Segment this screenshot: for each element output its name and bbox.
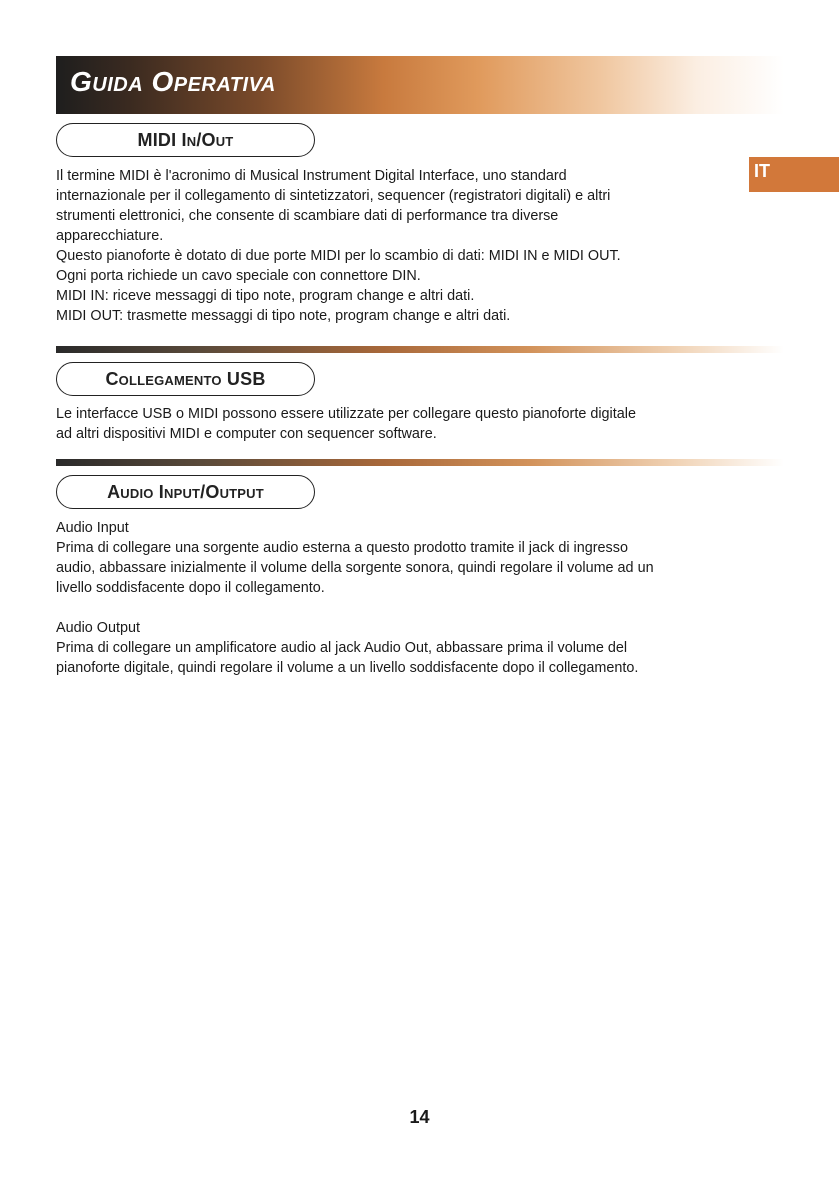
section-heading-audio [56,475,315,509]
text-line: audio, abbassare inizialmente il volume della sorgente sonora, quindi regolare il volume ad un [56,560,654,576]
language-tab [749,157,839,192]
text-line: Ogni porta richiede un cavo speciale con connettore DIN. [56,268,421,284]
section-body-midi [56,166,746,326]
text-line: MIDI OUT: trasmette messaggi di tipo note, program change e altri dati. [56,308,511,324]
section-body-audio [56,518,746,678]
text-line: Audio Output [56,620,141,636]
section-heading-usb [56,362,315,396]
section-heading-label: Audio Input/Output [107,481,264,502]
text-line: apparecchiature. [56,228,164,244]
section-divider [56,346,784,353]
text-line: livello soddisfacente dopo il collegamento. [56,580,325,596]
text-line: Prima di collegare un amplificatore audio al jack Audio Out, abbassare prima il volume del [56,640,628,656]
section-heading-label: Collegamento USB [105,368,266,389]
page-number: 14 [409,1107,430,1127]
text-line: Prima di collegare una sorgente audio esterna a questo prodotto tramite il jack di ingresso [56,540,628,556]
text-line: MIDI IN: riceve messaggi di tipo note, program change e altri dati. [56,288,475,304]
text-line: Il termine MIDI è l'acronimo di Musical Instrument Digital Interface, uno standard [56,168,567,184]
section-heading-midi [56,123,315,157]
page-title: Guida Operativa [70,66,276,97]
section-heading-label: MIDI In/Out [137,129,234,150]
section-body-usb [56,404,746,444]
text-line: Le interfacce USB o MIDI possono essere utilizzate per collegare questo pianoforte digitale [56,406,636,422]
text-line: internazionale per il collegamento di sintetizzatori, sequencer (registratori digitali) e altri [56,188,611,204]
section-divider [56,459,784,466]
language-tab-label: IT [754,161,770,181]
text-line: pianoforte digitale, quindi regolare il volume a un livello soddisfacente dopo il collegamento. [56,660,639,676]
text-line: strumenti elettronici, che consente di scambiare dati di performance tra diverse [56,208,559,224]
text-line: Audio Input [56,520,129,536]
text-line: ad altri dispositivi MIDI e computer con sequencer software. [56,426,437,442]
text-line: Questo pianoforte è dotato di due porte MIDI per lo scambio di dati: MIDI IN e MIDI OUT. [56,248,621,264]
text-line [56,598,746,618]
